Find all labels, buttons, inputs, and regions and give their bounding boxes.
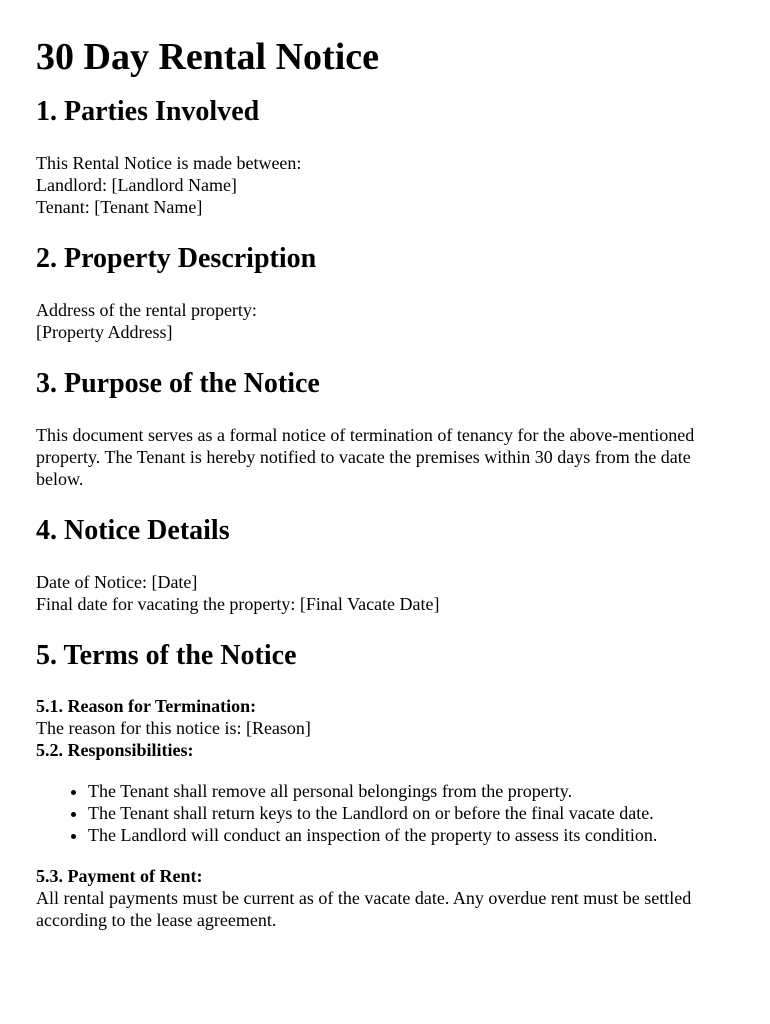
parties-landlord: Landlord: [Landlord Name] (36, 175, 237, 195)
list-item: • The Tenant shall return keys to the Landlord on or before the final vacate date. (88, 802, 734, 824)
payment-text: All rental payments must be current as of the vacate date. Any overdue rent must be settled according to the lease agreement. (36, 888, 692, 930)
final-vacate-date: Final date for vacating the property: [Final Vacate Date] (36, 594, 440, 614)
section-body-purpose (36, 424, 734, 490)
section-heading-purpose: 3. Purpose of the Notice (36, 368, 320, 399)
section-heading-parties: 1. Parties Involved (36, 96, 260, 127)
responsibilities-heading: 5.2. Responsibilities: (36, 740, 194, 760)
property-address-label: Address of the rental property: (36, 300, 257, 320)
terms-reason-block (36, 695, 734, 761)
section-heading-terms: 5. Terms of the Notice (36, 640, 297, 671)
purpose-text: This document serves as a formal notice of termination of tenancy for the above-mentioned property. The Tenant is hereby notified to vacate the premises within 30 days from the date below. (36, 425, 695, 489)
terms-payment-block (36, 865, 734, 931)
list-item: • The Tenant shall remove all personal belongings from the property. (88, 780, 734, 802)
notice-date: Date of Notice: [Date] (36, 572, 198, 592)
reason-text: The reason for this notice is: [Reason] (36, 718, 311, 738)
parties-intro: This Rental Notice is made between: (36, 153, 302, 173)
section-heading-details: 4. Notice Details (36, 515, 230, 546)
section-body-details (36, 571, 734, 615)
section-body-parties (36, 152, 734, 218)
reason-heading: 5.1. Reason for Termination: (36, 696, 257, 716)
list-item: • The Landlord will conduct an inspection of the property to assess its condition. (88, 824, 734, 846)
section-heading-property: 2. Property Description (36, 243, 317, 274)
parties-tenant: Tenant: [Tenant Name] (36, 197, 203, 217)
payment-heading: 5.3. Payment of Rent: (36, 866, 203, 886)
property-address-value: [Property Address] (36, 322, 173, 342)
responsibilities-list (36, 780, 734, 846)
document-title: 30 Day Rental Notice (36, 36, 379, 78)
section-body-property (36, 299, 734, 343)
